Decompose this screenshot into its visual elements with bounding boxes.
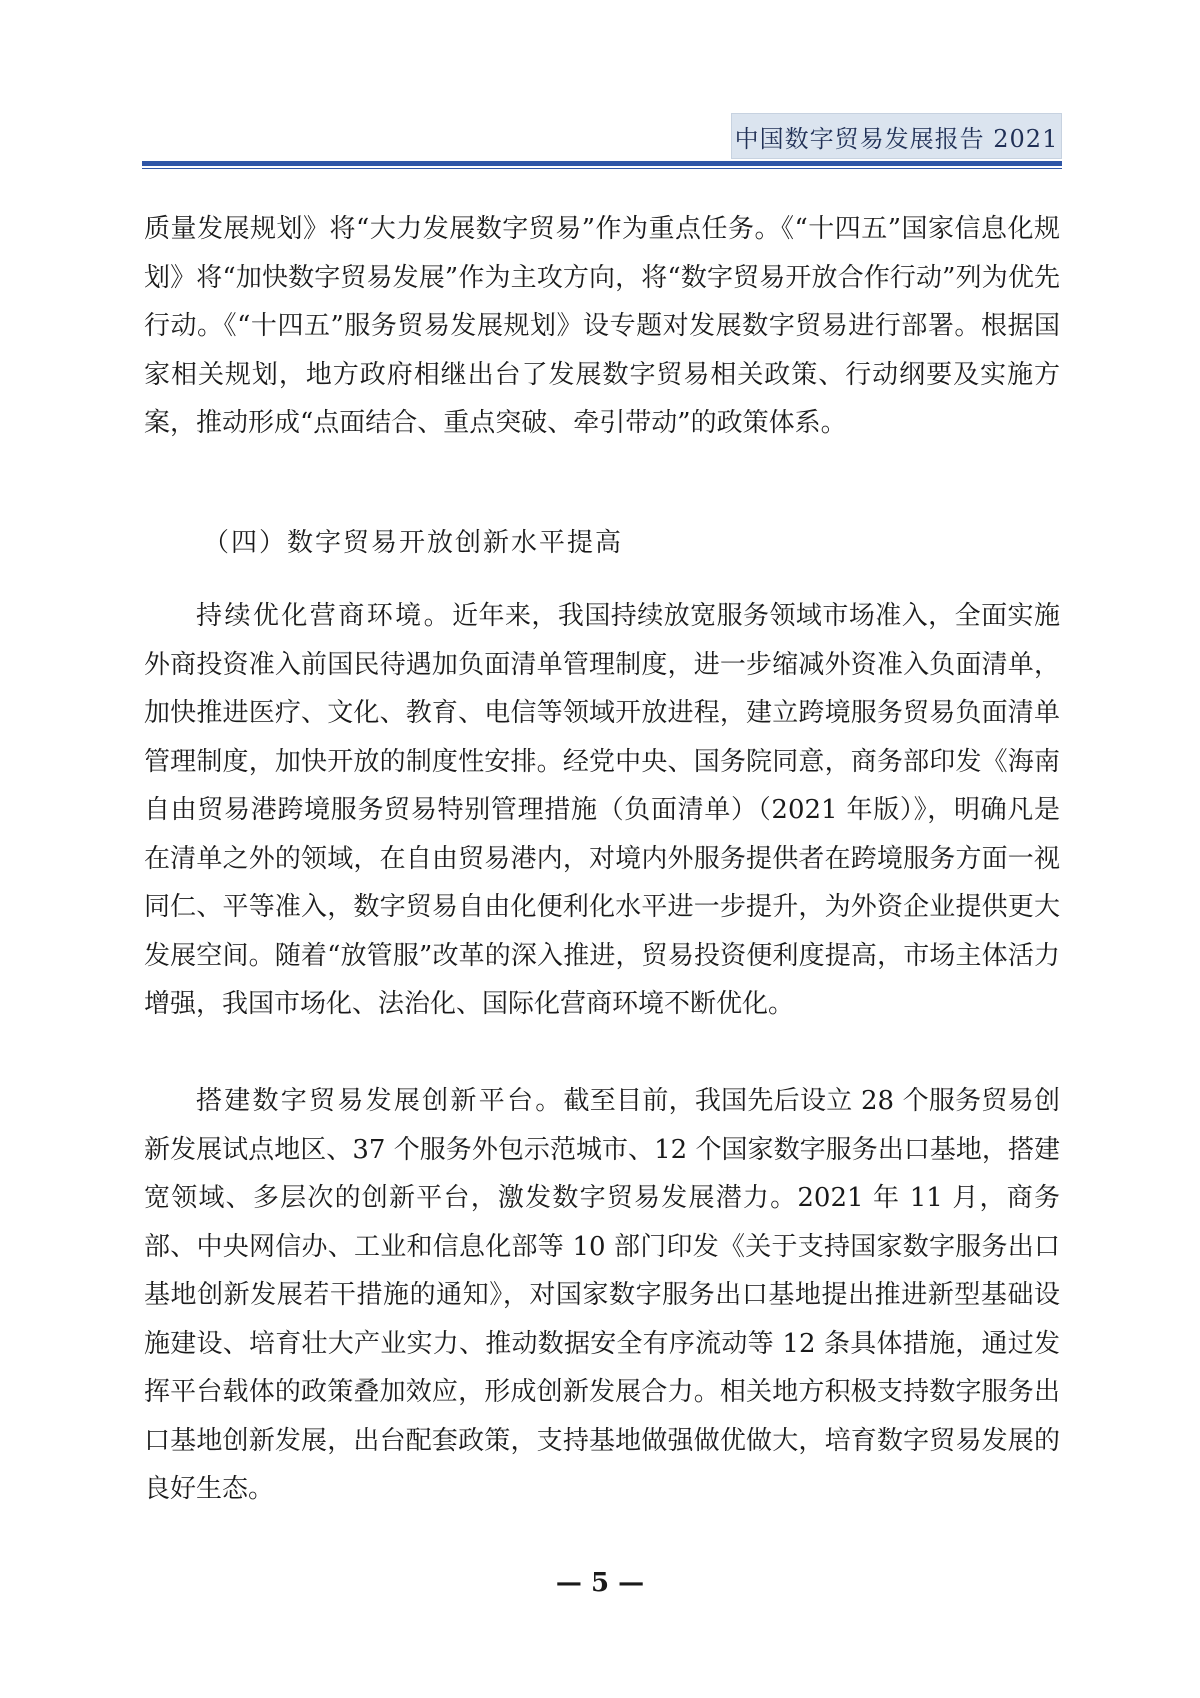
header-rule-thin (142, 168, 1062, 169)
paragraph-business-environment (144, 592, 1060, 1029)
running-header (731, 113, 1062, 159)
paragraph-lead: 持续优化营商环境。 (196, 601, 453, 631)
section-heading: （四）数字贸易开放创新水平提高 (203, 528, 624, 558)
paragraph-text: 近年来，我国持续放宽服务领域市场准入，全面实施外商投资准入前国民待遇加负面清单管理制度，进一步缩减外资准入负面清单，加快推进医疗、文化、教育、电信等领域开放进程，建立跨境服务贸易负面清单管理制度，加快开放的制度性安排。经党中央、国务院同意，商务部印发《海南自由贸易港跨境服务贸易特别管理措施（负面清单）（2021 年版）》，明确凡是在清单之外的领域，在自由贸易港内，对境内外服务提供者在跨境服务方面一视同仁、平等准入，数字贸易自由化便利化水平进一步提升，为外资企业提供更大发展空间。随着“放管服”改革的深入推进，贸易投资便利度提高，市场主体活力增强，我国市场化、法治化、国际化营商环境不断优化。 (144, 601, 1060, 1019)
page-number: — 5 — (555, 1568, 645, 1598)
intro-paragraph: 质量发展规划》将“大力发展数字贸易”作为重点任务。《“十四五”国家信息化规划》将“加快数字贸易发展”作为主攻方向，将“数字贸易开放合作行动”列为优先行动。《“十四五”服务贸易发展规划》设专题对发展数字贸易进行部署。根据国家相关规划，地方政府相继出台了发展数字贸易相关政策、行动纲要及实施方案，推动形成“点面结合、重点突破、牵引带动”的政策体系。 (144, 214, 1060, 438)
header-rule-thick (142, 161, 1062, 166)
paragraph-lead: 搭建数字贸易发展创新平台。 (196, 1086, 564, 1116)
paragraph-text: 截至目前，我国先后设立 28 个服务贸易创新发展试点地区、37 个服务外包示范城市、12 个国家数字服务出口基地，搭建宽领域、多层次的创新平台，激发数字贸易发展潜力。2021 年 11 月，商务部、中央网信办、工业和信息化部等 10 部门印发《关于支持国家数字服务出口基地创新发展若干措施的通知》，对国家数字服务出口基地提出推进新型基础设施建设、培育壮大产业实力、推动数据安全有序流动等 12 条具体措施，通过发挥平台载体的政策叠加效应，形成创新发展合力。相关地方积极支持数字服务出口基地创新发展，出台配套政策，支持基地做强做优做大，培育数字贸易发展的良好生态。 (144, 1086, 1060, 1504)
paragraph-innovation-platform (144, 1077, 1060, 1514)
running-header-title: 中国数字贸易发展报告 2021 (734, 124, 1059, 153)
